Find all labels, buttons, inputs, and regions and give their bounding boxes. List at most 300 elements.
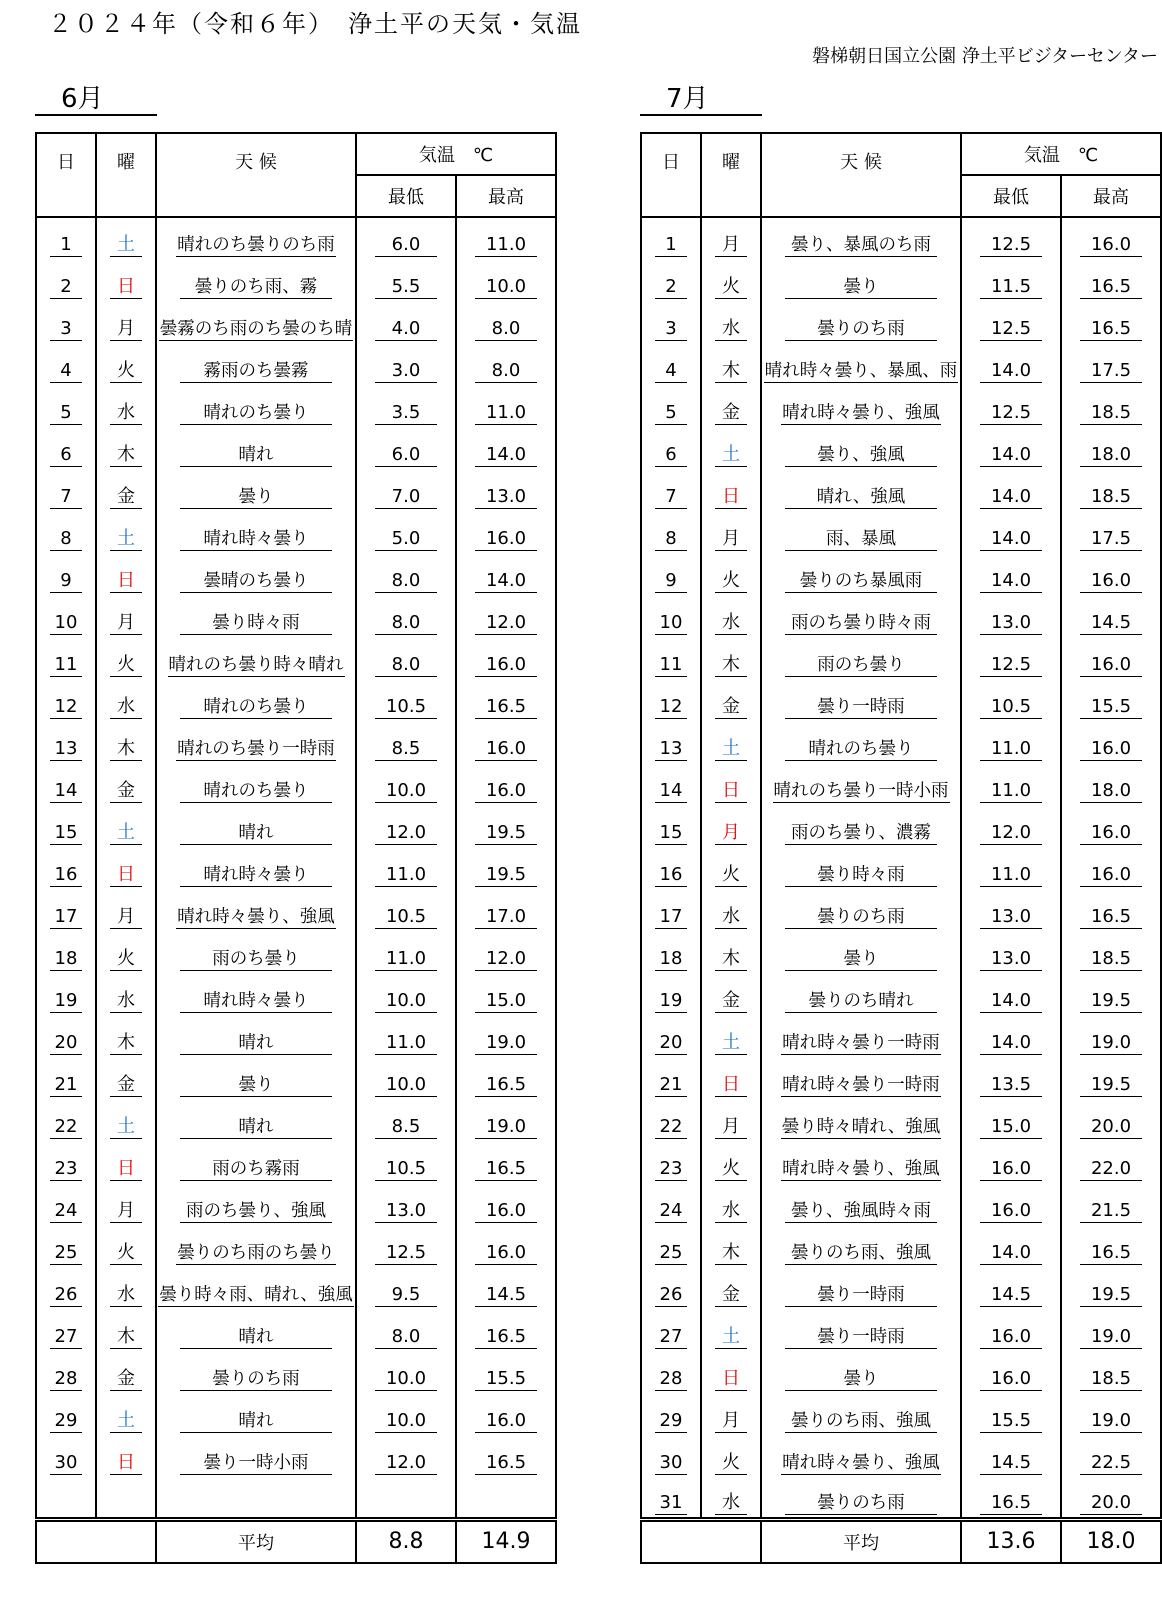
table-row <box>641 721 1161 763</box>
weather-cell <box>761 1477 961 1519</box>
day-cell <box>36 301 96 343</box>
weather-cell <box>761 511 961 553</box>
min-temp-cell-text: 13.5 <box>980 1074 1042 1097</box>
table-row <box>641 679 1161 721</box>
day-cell <box>641 469 701 511</box>
day-cell <box>641 931 701 973</box>
day-cell <box>641 1015 701 1057</box>
min-temp-cell <box>356 1099 456 1141</box>
min-temp-cell-text: 10.5 <box>980 696 1042 719</box>
max-temp-cell-text: 16.5 <box>475 1326 537 1349</box>
weekday-cell-text: 日 <box>715 486 747 509</box>
day-cell-text: 21 <box>655 1074 687 1097</box>
min-temp-cell <box>961 469 1061 511</box>
average-label: 平均 <box>156 1519 356 1563</box>
weather-cell-text: 曇り一時雨 <box>785 1326 937 1349</box>
col-header-dow: 曜 <box>96 133 156 217</box>
weekday-cell <box>96 301 156 343</box>
min-temp-cell <box>961 763 1061 805</box>
min-temp-cell-text: 6.0 <box>375 444 437 467</box>
min-temp-cell-text: 14.0 <box>980 528 1042 551</box>
col-header-min: 最低 <box>356 175 456 217</box>
table-row <box>641 1225 1161 1267</box>
max-temp-cell <box>1061 1225 1161 1267</box>
weekday-cell-text: 水 <box>715 1200 747 1223</box>
weather-cell-text: 晴れ時々曇り <box>180 864 332 887</box>
max-temp-cell-text: 16.5 <box>475 1074 537 1097</box>
weather-cell-text: 曇りのち雨 <box>785 318 937 341</box>
max-temp-cell <box>1061 679 1161 721</box>
table-row <box>36 511 556 553</box>
weather-cell <box>156 679 356 721</box>
table-row <box>641 889 1161 931</box>
max-temp-cell-text: 16.0 <box>475 654 537 677</box>
table-row <box>641 847 1161 889</box>
table-row <box>36 595 556 637</box>
day-cell-text: 30 <box>50 1452 82 1475</box>
max-temp-cell <box>1061 637 1161 679</box>
table-row <box>36 721 556 763</box>
max-temp-cell-text: 19.5 <box>1080 990 1142 1013</box>
max-temp-cell-text: 16.0 <box>475 528 537 551</box>
day-cell <box>36 679 96 721</box>
max-temp-cell <box>1061 973 1161 1015</box>
table-row <box>641 1435 1161 1477</box>
day-cell-text: 20 <box>50 1032 82 1055</box>
min-temp-cell-text: 8.5 <box>375 1116 437 1139</box>
max-temp-cell <box>1061 1057 1161 1099</box>
min-temp-cell <box>961 637 1061 679</box>
weekday-cell-text: 日 <box>715 780 747 803</box>
weather-cell <box>156 1351 356 1393</box>
min-temp-cell <box>356 385 456 427</box>
max-temp-cell-text: 18.5 <box>1080 486 1142 509</box>
max-temp-cell <box>1061 1099 1161 1141</box>
weekday-cell-text: 月 <box>715 822 747 845</box>
average-min: 13.6 <box>961 1519 1061 1563</box>
table-row <box>36 931 556 973</box>
table-row <box>36 1015 556 1057</box>
average-spacer <box>641 1519 761 1563</box>
table-row <box>36 1183 556 1225</box>
day-cell <box>36 1393 96 1435</box>
weekday-cell <box>96 427 156 469</box>
weather-cell <box>156 805 356 847</box>
blank-cell <box>96 1477 156 1519</box>
max-temp-cell <box>1061 805 1161 847</box>
weekday-cell-text: 月 <box>110 1200 142 1223</box>
day-cell-text: 7 <box>655 486 687 509</box>
weekday-cell-text: 月 <box>715 528 747 551</box>
min-temp-cell-text: 4.0 <box>375 318 437 341</box>
weather-cell-text: 曇り <box>785 948 937 971</box>
weekday-cell <box>701 1309 761 1351</box>
average-label: 平均 <box>761 1519 961 1563</box>
max-temp-cell <box>456 1351 556 1393</box>
day-cell <box>641 1309 701 1351</box>
weekday-cell <box>701 217 761 259</box>
table-row <box>36 1435 556 1477</box>
weather-cell <box>156 217 356 259</box>
max-temp-cell-text: 15.5 <box>475 1368 537 1391</box>
min-temp-cell <box>356 1141 456 1183</box>
min-temp-cell-text: 14.0 <box>980 360 1042 383</box>
min-temp-cell <box>356 763 456 805</box>
weekday-cell <box>96 889 156 931</box>
weather-cell <box>156 343 356 385</box>
max-temp-cell <box>1061 511 1161 553</box>
weather-cell-text: 雨のち曇り時々雨 <box>785 612 937 635</box>
day-cell-text: 28 <box>50 1368 82 1391</box>
weather-cell-text: 雨、暴風 <box>785 528 937 551</box>
weather-cell-text: 晴れ時々曇り一時雨 <box>782 1033 940 1053</box>
max-temp-cell-text: 12.0 <box>475 948 537 971</box>
weekday-cell <box>701 1099 761 1141</box>
weekday-cell-text: 木 <box>715 948 747 971</box>
day-cell-text: 14 <box>50 780 82 803</box>
table-row <box>36 1309 556 1351</box>
day-cell-text: 6 <box>50 444 82 467</box>
weekday-cell <box>701 427 761 469</box>
max-temp-cell-text: 16.0 <box>475 1242 537 1265</box>
min-temp-cell <box>356 931 456 973</box>
weekday-cell <box>96 259 156 301</box>
min-temp-cell <box>961 1099 1061 1141</box>
max-temp-cell-text: 15.5 <box>1080 696 1142 719</box>
day-cell-text: 17 <box>50 906 82 929</box>
day-cell-text: 27 <box>655 1326 687 1349</box>
max-temp-cell <box>456 805 556 847</box>
max-temp-cell <box>1061 301 1161 343</box>
min-temp-cell-text: 10.0 <box>375 1074 437 1097</box>
max-temp-cell <box>1061 1477 1161 1519</box>
max-temp-cell-text: 12.0 <box>475 612 537 635</box>
weekday-cell-text: 水 <box>715 1492 747 1515</box>
weather-cell <box>156 637 356 679</box>
weekday-cell-text: 金 <box>110 1368 142 1391</box>
min-temp-cell-text: 11.0 <box>980 780 1042 803</box>
weather-cell <box>761 1351 961 1393</box>
max-temp-cell-text: 16.0 <box>1080 864 1142 887</box>
weekday-cell <box>96 931 156 973</box>
weekday-cell-text: 木 <box>715 654 747 677</box>
max-temp-cell <box>456 553 556 595</box>
max-temp-cell-text: 16.0 <box>475 738 537 761</box>
day-cell <box>36 1099 96 1141</box>
max-temp-cell <box>456 973 556 1015</box>
weekday-cell-text: 土 <box>715 1326 747 1349</box>
weekday-cell-text: 水 <box>715 318 747 341</box>
table-row <box>36 679 556 721</box>
min-temp-cell-text: 5.0 <box>375 528 437 551</box>
day-cell <box>36 553 96 595</box>
max-temp-cell <box>456 931 556 973</box>
max-temp-cell <box>1061 1183 1161 1225</box>
min-temp-cell <box>961 847 1061 889</box>
min-temp-cell-text: 8.0 <box>375 1326 437 1349</box>
min-temp-cell <box>961 1351 1061 1393</box>
weather-cell-text: 曇りのち雨、霧 <box>180 276 332 299</box>
table-row <box>641 1393 1161 1435</box>
max-temp-cell-text: 18.5 <box>1080 402 1142 425</box>
min-temp-cell <box>961 1183 1061 1225</box>
max-temp-cell <box>456 259 556 301</box>
day-cell <box>641 1225 701 1267</box>
weekday-cell-text: 火 <box>110 1242 142 1265</box>
weather-cell <box>156 1393 356 1435</box>
weekday-cell <box>96 217 156 259</box>
weekday-cell-text: 土 <box>110 822 142 845</box>
day-cell <box>641 1435 701 1477</box>
weekday-cell <box>701 553 761 595</box>
day-cell <box>641 1099 701 1141</box>
min-temp-cell <box>961 1015 1061 1057</box>
day-cell <box>36 637 96 679</box>
min-temp-cell-text: 6.0 <box>375 234 437 257</box>
max-temp-cell-text: 14.0 <box>475 444 537 467</box>
min-temp-cell <box>961 343 1061 385</box>
day-cell-text: 24 <box>50 1200 82 1223</box>
weather-cell <box>761 1267 961 1309</box>
day-cell <box>36 1309 96 1351</box>
min-temp-cell-text: 15.0 <box>980 1116 1042 1139</box>
weekday-cell <box>96 553 156 595</box>
day-cell-text: 29 <box>655 1410 687 1433</box>
weather-cell-text: 晴れ <box>180 444 332 467</box>
day-cell-text: 26 <box>50 1284 82 1307</box>
weather-cell-text: 晴れのち曇り <box>180 402 332 425</box>
max-temp-cell-text: 16.0 <box>475 1200 537 1223</box>
weekday-cell <box>701 1477 761 1519</box>
min-temp-cell-text: 12.5 <box>375 1242 437 1265</box>
min-temp-cell <box>961 259 1061 301</box>
table-row <box>641 217 1161 259</box>
min-temp-cell <box>961 595 1061 637</box>
day-cell-text: 14 <box>655 780 687 803</box>
weekday-cell-text: 火 <box>715 1452 747 1475</box>
min-temp-cell-text: 10.5 <box>375 1158 437 1181</box>
weather-cell <box>156 595 356 637</box>
table-row <box>36 889 556 931</box>
table-row <box>641 1183 1161 1225</box>
weather-cell <box>156 1309 356 1351</box>
table-row <box>641 385 1161 427</box>
col-header-dow: 曜 <box>701 133 761 217</box>
min-temp-cell-text: 10.0 <box>375 1410 437 1433</box>
weekday-cell-text: 火 <box>715 570 747 593</box>
weather-cell <box>156 1015 356 1057</box>
min-temp-cell-text: 12.5 <box>980 318 1042 341</box>
min-temp-cell <box>961 1267 1061 1309</box>
day-cell-text: 22 <box>50 1116 82 1139</box>
weekday-cell <box>96 595 156 637</box>
weather-cell-text: 曇霧のち雨のち曇のち晴 <box>159 319 353 339</box>
min-temp-cell-text: 9.5 <box>375 1284 437 1307</box>
weekday-cell-text: 日 <box>715 1368 747 1391</box>
table-row <box>36 259 556 301</box>
max-temp-cell-text: 14.0 <box>475 570 537 593</box>
day-cell-text: 2 <box>50 276 82 299</box>
min-temp-cell <box>356 637 456 679</box>
day-cell <box>641 1183 701 1225</box>
table-row <box>641 763 1161 805</box>
weekday-cell-text: 火 <box>110 654 142 677</box>
day-cell <box>641 385 701 427</box>
table-row <box>641 1057 1161 1099</box>
weekday-cell <box>96 343 156 385</box>
col-header-max: 最高 <box>456 175 556 217</box>
min-temp-cell <box>356 1225 456 1267</box>
weather-cell <box>761 889 961 931</box>
weather-cell-text: 曇りのち雨 <box>180 1368 332 1391</box>
weekday-cell <box>96 1015 156 1057</box>
table-row <box>36 805 556 847</box>
day-cell-text: 8 <box>50 528 82 551</box>
min-temp-cell-text: 12.5 <box>980 234 1042 257</box>
weather-cell-text: 晴れのち曇り <box>180 696 332 719</box>
weather-cell-text: 曇りのち雨 <box>785 1492 937 1515</box>
weather-cell-text: 晴れのち曇り時々晴れ <box>168 655 344 675</box>
weekday-cell <box>701 805 761 847</box>
table-row <box>641 511 1161 553</box>
day-cell-text: 9 <box>655 570 687 593</box>
weekday-cell <box>701 721 761 763</box>
max-temp-cell <box>1061 385 1161 427</box>
day-cell-text: 7 <box>50 486 82 509</box>
day-cell-text: 23 <box>50 1158 82 1181</box>
table-row <box>36 847 556 889</box>
weather-cell-text: 晴れ時々曇り、強風 <box>177 907 335 927</box>
weekday-cell <box>701 301 761 343</box>
weekday-cell-text: 月 <box>715 1116 747 1139</box>
weekday-cell <box>701 1267 761 1309</box>
weekday-cell-text: 木 <box>715 1242 747 1265</box>
table-row <box>36 1267 556 1309</box>
weather-cell <box>156 1141 356 1183</box>
min-temp-cell-text: 12.0 <box>375 822 437 845</box>
max-temp-cell-text: 22.0 <box>1080 1158 1142 1181</box>
min-temp-cell-text: 12.5 <box>980 402 1042 425</box>
min-temp-cell <box>961 427 1061 469</box>
min-temp-cell <box>961 385 1061 427</box>
weekday-cell <box>96 1183 156 1225</box>
table-row <box>641 427 1161 469</box>
weather-cell <box>156 1057 356 1099</box>
weather-cell-text: 曇りのち雨のち曇り <box>177 1243 335 1263</box>
max-temp-cell <box>456 1057 556 1099</box>
weather-cell-text: 晴れ時々曇り、強風 <box>782 403 940 423</box>
weather-cell <box>156 721 356 763</box>
day-cell <box>641 301 701 343</box>
weekday-cell <box>701 1393 761 1435</box>
weather-cell-text: 曇りのち雨、強風 <box>785 1242 937 1265</box>
weekday-cell-text: 月 <box>110 612 142 635</box>
weekday-cell <box>701 889 761 931</box>
weekday-cell <box>96 1099 156 1141</box>
day-cell-text: 31 <box>655 1492 687 1515</box>
min-temp-cell <box>356 427 456 469</box>
weather-cell-text: 曇晴のち曇り <box>180 570 332 593</box>
weekday-cell <box>701 1057 761 1099</box>
col-header-weather: 天 候 <box>156 133 356 217</box>
max-temp-cell <box>1061 427 1161 469</box>
weekday-cell-text: 月 <box>715 1410 747 1433</box>
weekday-cell <box>701 511 761 553</box>
max-temp-cell-text: 11.0 <box>475 234 537 257</box>
min-temp-cell-text: 16.0 <box>980 1368 1042 1391</box>
day-cell-text: 20 <box>655 1032 687 1055</box>
weekday-cell <box>96 679 156 721</box>
min-temp-cell-text: 12.0 <box>980 822 1042 845</box>
day-cell <box>641 343 701 385</box>
day-cell <box>641 217 701 259</box>
day-cell <box>641 1057 701 1099</box>
day-cell <box>641 1393 701 1435</box>
day-cell <box>36 343 96 385</box>
max-temp-cell-text: 16.0 <box>475 1410 537 1433</box>
min-temp-cell <box>356 259 456 301</box>
weekday-cell-text: 火 <box>715 1158 747 1181</box>
average-max: 18.0 <box>1061 1519 1161 1563</box>
table-row <box>36 1351 556 1393</box>
table-row <box>641 259 1161 301</box>
weekday-cell-text: 土 <box>715 738 747 761</box>
day-cell-text: 12 <box>50 696 82 719</box>
weather-cell <box>156 847 356 889</box>
day-cell <box>36 805 96 847</box>
min-temp-cell-text: 13.0 <box>375 1200 437 1223</box>
table-row <box>36 469 556 511</box>
min-temp-cell-text: 14.0 <box>980 990 1042 1013</box>
weather-cell-text: 霧雨のち曇霧 <box>180 360 332 383</box>
weather-cell-text: 曇り時々雨、晴れ、強風 <box>159 1285 353 1305</box>
weekday-cell <box>701 1015 761 1057</box>
max-temp-cell-text: 18.0 <box>1080 444 1142 467</box>
day-cell-text: 3 <box>50 318 82 341</box>
min-temp-cell <box>356 973 456 1015</box>
max-temp-cell <box>1061 931 1161 973</box>
header-row <box>36 133 556 175</box>
weekday-cell-text: 月 <box>110 318 142 341</box>
blank-cell <box>456 1477 556 1519</box>
day-cell <box>36 1141 96 1183</box>
weekday-cell <box>96 1435 156 1477</box>
weather-cell-text: 曇りのち暴風雨 <box>785 570 937 593</box>
day-cell <box>641 1477 701 1519</box>
weather-cell <box>761 721 961 763</box>
min-temp-cell <box>356 679 456 721</box>
weekday-cell-text: 土 <box>110 528 142 551</box>
weather-cell <box>761 679 961 721</box>
max-temp-cell-text: 8.0 <box>475 318 537 341</box>
max-temp-cell-text: 19.0 <box>1080 1410 1142 1433</box>
weekday-cell-text: 土 <box>110 1116 142 1139</box>
max-temp-cell <box>1061 1015 1161 1057</box>
max-temp-cell <box>456 721 556 763</box>
max-temp-cell-text: 16.0 <box>1080 234 1142 257</box>
max-temp-cell <box>1061 1351 1161 1393</box>
weekday-cell-text: 金 <box>715 402 747 425</box>
weather-cell <box>761 1393 961 1435</box>
max-temp-cell <box>1061 1435 1161 1477</box>
day-cell <box>641 1351 701 1393</box>
min-temp-cell-text: 8.0 <box>375 654 437 677</box>
max-temp-cell <box>1061 1393 1161 1435</box>
min-temp-cell <box>356 1351 456 1393</box>
weather-cell-text: 晴れ <box>180 822 332 845</box>
max-temp-cell-text: 19.5 <box>475 864 537 887</box>
day-cell <box>641 763 701 805</box>
